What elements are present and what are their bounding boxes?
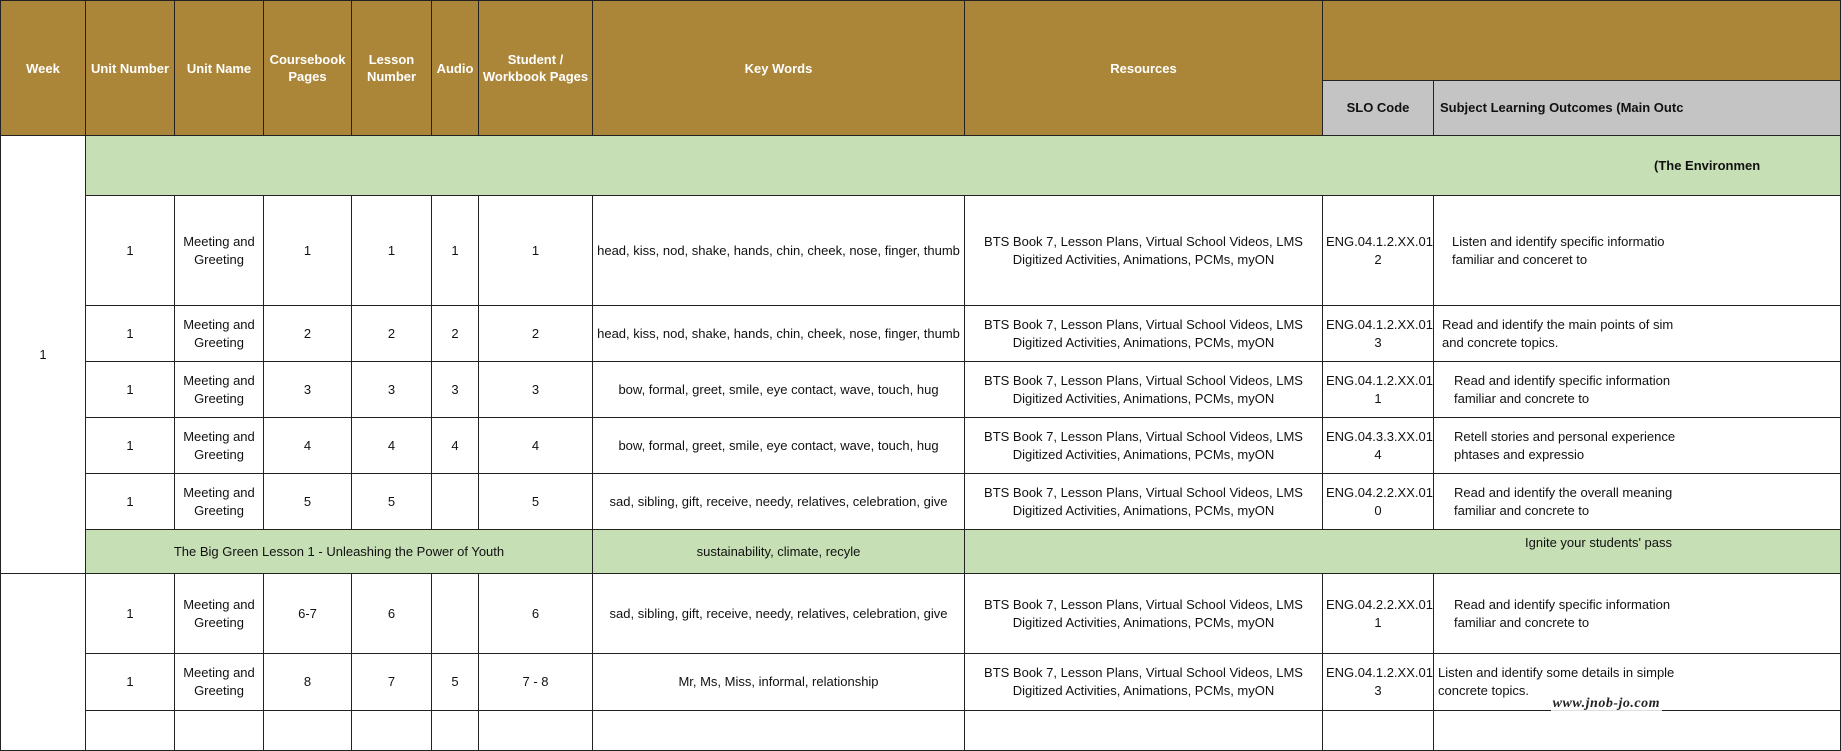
cell-keywords: bow, formal, greet, smile, eye contact, wave, touch, hug	[593, 362, 965, 418]
table-row	[1, 362, 1841, 418]
cell-resources: BTS Book 7, Lesson Plans, Virtual School Videos, LMS Digitized Activities, Animations, PCMs, myON	[965, 196, 1323, 306]
cell-pages: 6-7	[264, 574, 352, 654]
cell-pages: 8	[264, 654, 352, 711]
green-lesson-note: Ignite your students' pass	[1525, 535, 1673, 550]
cell-unit: 1	[86, 574, 175, 654]
header-slo-code: SLO Code	[1323, 81, 1434, 136]
header-row	[1, 1, 1841, 81]
cell-resources: BTS Book 7, Lesson Plans, Virtual School Videos, LMS Digitized Activities, Animations, PCMs, myON	[965, 306, 1323, 362]
cell-audio	[432, 574, 479, 654]
cell-workbook: 6	[479, 574, 593, 654]
theme-band	[86, 136, 1841, 196]
cell-keywords: Mr, Ms, Miss, informal, relationship	[593, 654, 965, 711]
header-unit-name: Unit Name	[175, 1, 264, 136]
cell-outcome: Read and identify specific information familiar and concrete to	[1434, 362, 1841, 418]
theme-band-row	[1, 136, 1841, 196]
cell-resources: BTS Book 7, Lesson Plans, Virtual School Videos, LMS Digitized Activities, Animations, PCMs, myON	[965, 418, 1323, 474]
cell-slo-code: ENG.04.2.2.XX.01 0	[1323, 474, 1434, 530]
cell-lesson: 2	[352, 306, 432, 362]
cell-unit-name: Meeting and Greeting	[175, 574, 264, 654]
cell-workbook: 4	[479, 418, 593, 474]
cell-workbook: 1	[479, 196, 593, 306]
cell-unit-name: Meeting and Greeting	[175, 418, 264, 474]
header-resources: Resources	[965, 1, 1323, 136]
cell-workbook: 5	[479, 474, 593, 530]
cell-resources: BTS Book 7, Lesson Plans, Virtual School Videos, LMS Digitized Activities, Animations, PCMs, myON	[965, 474, 1323, 530]
cell-pages: 5	[264, 474, 352, 530]
cell-resources: BTS Book 7, Lesson Plans, Virtual School Videos, LMS Digitized Activities, Animations, PCMs, myON	[965, 574, 1323, 654]
cell-audio: 5	[432, 654, 479, 711]
cell-audio: 4	[432, 418, 479, 474]
cell-lesson: 4	[352, 418, 432, 474]
header-slo-main: Subject Learning Outcomes (Main Outc	[1434, 81, 1841, 136]
cell-unit: 1	[86, 474, 175, 530]
cell-unit: 1	[86, 362, 175, 418]
header-key-words: Key Words	[593, 1, 965, 136]
week-cell: 1	[1, 136, 86, 574]
table-row	[1, 418, 1841, 474]
cell-unit-name: Meeting and Greeting	[175, 362, 264, 418]
theme-banner-text: (The Environmen	[1654, 157, 1761, 173]
header-coursebook-pages: Coursebook Pages	[264, 1, 352, 136]
table-row	[1, 474, 1841, 530]
cell-slo-code: ENG.04.3.3.XX.01 4	[1323, 418, 1434, 474]
cell-keywords: head, kiss, nod, shake, hands, chin, cheek, nose, finger, thumb	[593, 306, 965, 362]
cell-slo-code: ENG.04.1.2.XX.01 3	[1323, 654, 1434, 711]
watermark-text: www.jnob-jo.com	[1552, 696, 1660, 711]
cell-slo-code: ENG.04.1.2.XX.01 2	[1323, 196, 1434, 306]
cell-workbook: 3	[479, 362, 593, 418]
cell-slo-code: ENG.04.1.2.XX.01 1	[1323, 362, 1434, 418]
table-row	[1, 574, 1841, 654]
cell-unit: 1	[86, 418, 175, 474]
cell-unit-name: Meeting and Greeting	[175, 654, 264, 711]
cell-pages: 1	[264, 196, 352, 306]
cell-workbook: 7 - 8	[479, 654, 593, 711]
header-slo-group	[1323, 1, 1841, 81]
header-audio: Audio	[432, 1, 479, 136]
header-unit-number: Unit Number	[86, 1, 175, 136]
header-student-workbook-pages: Student / Workbook Pages	[479, 1, 593, 136]
cell-lesson: 3	[352, 362, 432, 418]
table-row	[1, 306, 1841, 362]
cell-unit: 1	[86, 196, 175, 306]
cell-lesson: 5	[352, 474, 432, 530]
cell-lesson: 6	[352, 574, 432, 654]
cell-unit-name: Meeting and Greeting	[175, 474, 264, 530]
cell-outcome: Listen and identify some details in simple concrete topics.	[1434, 654, 1841, 711]
cell-lesson: 1	[352, 196, 432, 306]
table-row	[1, 196, 1841, 306]
cell-outcome: Retell stories and personal experience phtases and expressio	[1434, 418, 1841, 474]
cell-unit: 1	[86, 306, 175, 362]
table-row	[1, 711, 1841, 751]
cell-audio: 3	[432, 362, 479, 418]
cell-slo-code: ENG.04.1.2.XX.01 3	[1323, 306, 1434, 362]
header-week: Week	[1, 1, 86, 136]
cell-outcome: Read and identify specific information familiar and concrete to	[1434, 574, 1841, 654]
cell-outcome: Listen and identify specific informatio familiar and conceret to	[1434, 196, 1841, 306]
green-lesson-title: The Big Green Lesson 1 - Unleashing the Power of Youth	[86, 530, 593, 574]
cell-audio: 1	[432, 196, 479, 306]
cell-unit-name: Meeting and Greeting	[175, 196, 264, 306]
cell-workbook: 2	[479, 306, 593, 362]
header-lesson-number: Lesson Number	[352, 1, 432, 136]
green-lesson-row	[1, 530, 1841, 574]
cell-pages: 4	[264, 418, 352, 474]
cell-keywords: bow, formal, greet, smile, eye contact, wave, touch, hug	[593, 418, 965, 474]
cell-keywords: sad, sibling, gift, receive, needy, relatives, celebration, give	[593, 574, 965, 654]
green-lesson-keywords: sustainability, climate, recyle	[593, 530, 965, 574]
cell-slo-code: ENG.04.2.2.XX.01 1	[1323, 574, 1434, 654]
green-lesson-note-cell	[965, 530, 1841, 574]
cell-audio	[432, 474, 479, 530]
cell-keywords: sad, sibling, gift, receive, needy, relatives, celebration, give	[593, 474, 965, 530]
cell-outcome: Read and identify the main points of sim and concrete topics.	[1434, 306, 1841, 362]
cell-resources: BTS Book 7, Lesson Plans, Virtual School Videos, LMS Digitized Activities, Animations, PCMs, myON	[965, 362, 1323, 418]
cell-resources: BTS Book 7, Lesson Plans, Virtual School Videos, LMS Digitized Activities, Animations, PCMs, myON	[965, 654, 1323, 711]
cell-lesson: 7	[352, 654, 432, 711]
cell-keywords: head, kiss, nod, shake, hands, chin, cheek, nose, finger, thumb	[593, 196, 965, 306]
cell-unit: 1	[86, 654, 175, 711]
cell-audio: 2	[432, 306, 479, 362]
cell-outcome: Read and identify the overall meaning familiar and concrete to	[1434, 474, 1841, 530]
cell-unit-name: Meeting and Greeting	[175, 306, 264, 362]
cell-pages: 2	[264, 306, 352, 362]
cell-pages: 3	[264, 362, 352, 418]
week-cell	[1, 574, 86, 751]
